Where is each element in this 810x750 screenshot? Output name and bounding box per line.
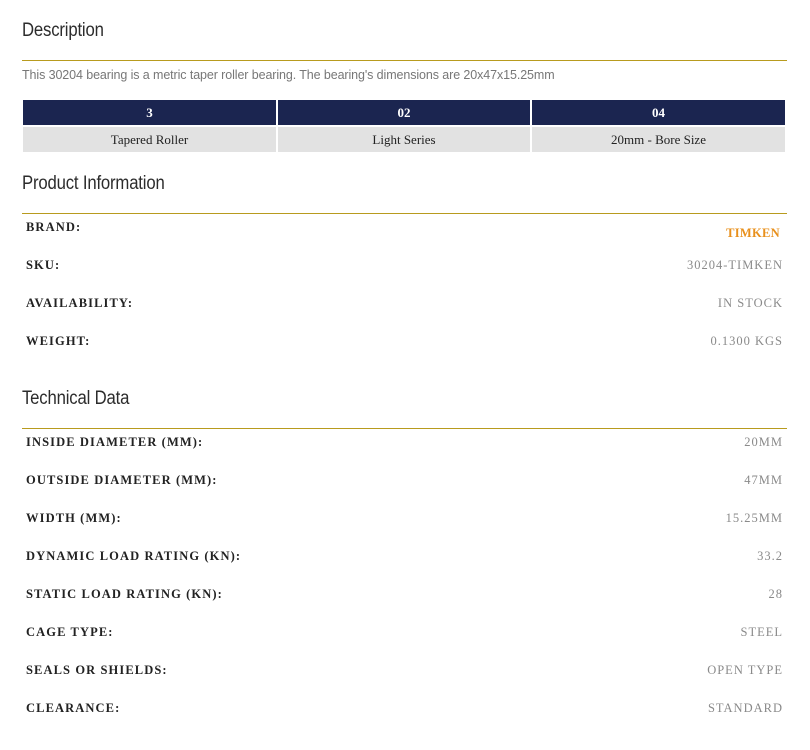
spec-row-outside-diameter bbox=[26, 473, 783, 493]
spec-row-cage-type bbox=[26, 625, 783, 645]
spec-row-availability bbox=[26, 296, 783, 316]
spec-label: SKU: bbox=[26, 258, 61, 272]
spec-value: 20MM bbox=[744, 435, 783, 449]
description-divider bbox=[22, 60, 787, 61]
spec-value: STANDARD bbox=[707, 701, 783, 715]
description-heading: Description bbox=[22, 20, 104, 41]
spec-value: IN STOCK bbox=[717, 296, 783, 310]
spec-label: BRAND: bbox=[26, 220, 82, 234]
spec-label: OUTSIDE DIAMETER (MM): bbox=[26, 473, 218, 487]
product-info-divider bbox=[22, 213, 787, 214]
spec-label: INSIDE DIAMETER (MM): bbox=[26, 435, 204, 449]
spec-value: 47MM bbox=[744, 473, 783, 487]
spec-row-width bbox=[26, 511, 783, 531]
spec-row-static-load bbox=[26, 587, 783, 607]
spec-row-brand bbox=[26, 220, 783, 240]
spec-value: OPEN TYPE bbox=[707, 663, 783, 677]
code-cell: 3 bbox=[23, 100, 277, 126]
code-label-cell: Tapered Roller bbox=[23, 126, 277, 152]
code-cell: 02 bbox=[277, 100, 531, 126]
spec-row-clearance bbox=[26, 701, 783, 721]
product-info-heading: Product Information bbox=[22, 173, 165, 194]
bearing-code-table bbox=[23, 100, 785, 152]
code-cell: 04 bbox=[531, 100, 785, 126]
brand-link[interactable]: TIMKEN bbox=[726, 226, 780, 240]
spec-label: STATIC LOAD RATING (KN): bbox=[26, 587, 223, 601]
spec-label: AVAILABILITY: bbox=[26, 296, 134, 310]
spec-value: STEEL bbox=[740, 625, 783, 639]
spec-row-dynamic-load bbox=[26, 549, 783, 569]
spec-label: DYNAMIC LOAD RATING (KN): bbox=[26, 549, 242, 563]
code-label-cell: 20mm - Bore Size bbox=[531, 126, 785, 152]
spec-label: SEALS OR SHIELDS: bbox=[26, 663, 168, 677]
spec-label: CAGE TYPE: bbox=[26, 625, 114, 639]
description-text: This 30204 bearing is a metric taper roller bearing. The bearing's dimensions are 20x47x15.25mm bbox=[22, 68, 555, 82]
spec-row-seals bbox=[26, 663, 783, 683]
spec-value: 15.25MM bbox=[725, 511, 783, 525]
spec-label: WIDTH (MM): bbox=[26, 511, 122, 525]
spec-label: CLEARANCE: bbox=[26, 701, 121, 715]
spec-label: WEIGHT: bbox=[26, 334, 91, 348]
spec-value: 0.1300 KGS bbox=[710, 334, 783, 348]
spec-value: 30204-TIMKEN bbox=[686, 258, 783, 272]
code-label-cell: Light Series bbox=[277, 126, 531, 152]
spec-value: 33.2 bbox=[757, 549, 783, 563]
spec-row-inside-diameter bbox=[26, 435, 783, 455]
spec-row-sku bbox=[26, 258, 783, 278]
technical-data-divider bbox=[22, 428, 787, 429]
spec-row-weight bbox=[26, 334, 783, 354]
spec-value: 28 bbox=[768, 587, 783, 601]
technical-data-heading: Technical Data bbox=[22, 388, 130, 409]
